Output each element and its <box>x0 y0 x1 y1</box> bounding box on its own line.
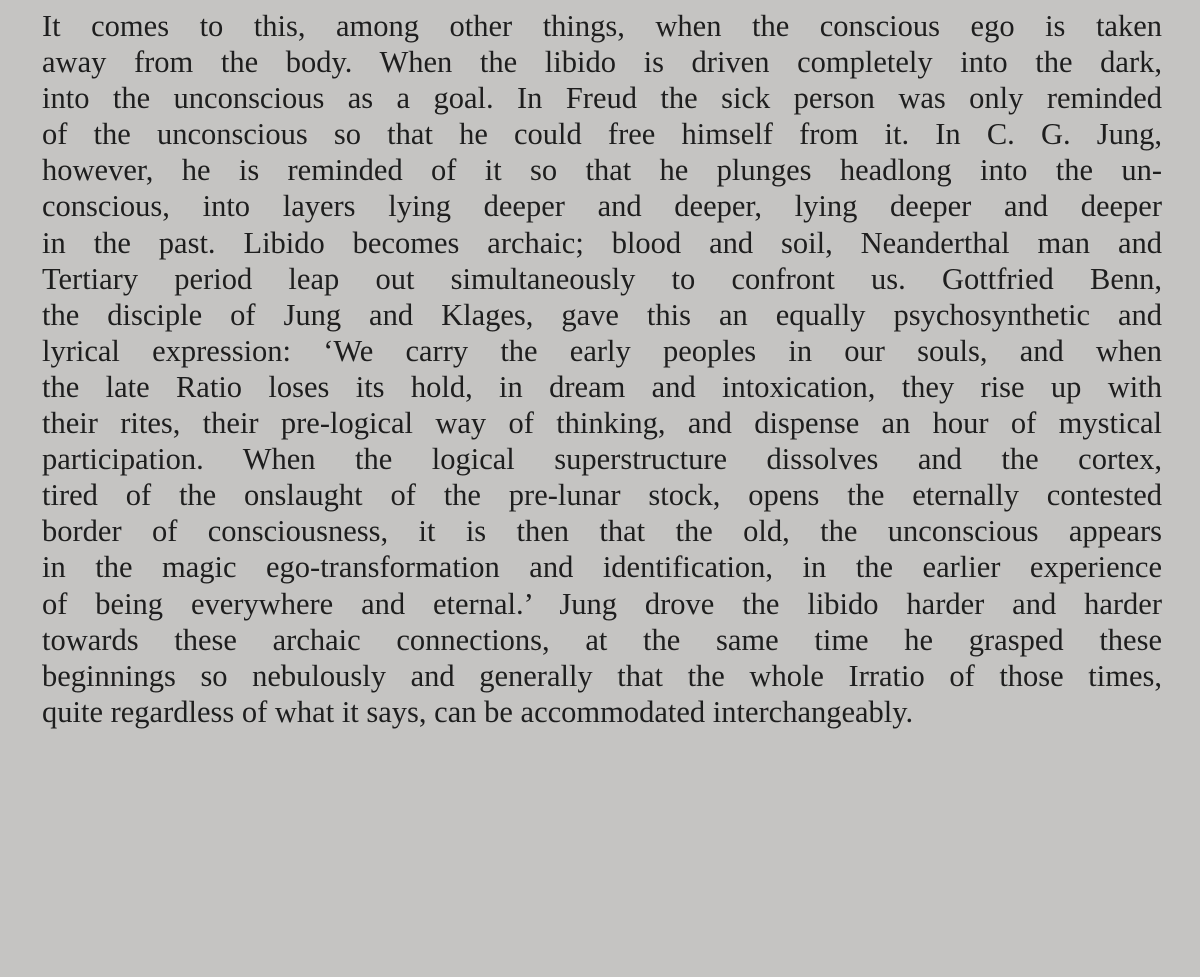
text-line-9: the disciple of Jung and Klages, gave this an equally psychosynthetic and <box>42 297 1162 332</box>
text-line-3: into the unconscious as a goal. In Freud the sick person was only reminded <box>42 81 1162 116</box>
text-line-14: tired of the onslaught of the pre-lunar stock, opens the eternally contested <box>42 478 1162 513</box>
text-line-8: Tertiary period leap out simultaneously to confront us. Gottfried Benn, <box>42 261 1162 296</box>
text-line-4: of the unconscious so that he could free himself from it. In C. G. Jung, <box>42 117 1162 152</box>
text-line-11: the late Ratio loses its hold, in dream and intoxication, they rise up with <box>42 369 1162 404</box>
text-line-15: border of consciousness, it is then that the old, the unconscious appears <box>42 514 1162 549</box>
text-line-2: away from the body. When the libido is driven completely into the dark, <box>42 45 1162 80</box>
body-paragraph <box>42 8 1162 730</box>
text-line-17: of being everywhere and eternal.’ Jung drove the libido harder and harder <box>42 586 1162 621</box>
text-line-5: however, he is reminded of it so that he plunges headlong into the un- <box>42 153 1162 188</box>
text-line-12: their rites, their pre-logical way of thinking, and dispense an hour of mystical <box>42 406 1162 441</box>
text-line-16: in the magic ego-transformation and identification, in the earlier experience <box>42 550 1162 585</box>
text-line-18: towards these archaic connections, at the same time he grasped these <box>42 622 1162 657</box>
text-line-1: It comes to this, among other things, when the conscious ego is taken <box>42 9 1162 43</box>
text-line-7: in the past. Libido becomes archaic; blood and soil, Neanderthal man and <box>42 225 1162 260</box>
text-line-19: beginnings so nebulously and generally that the whole Irratio of those times, <box>42 658 1162 693</box>
text-line-13: participation. When the logical superstructure dissolves and the cortex, <box>42 442 1162 477</box>
text-line-6: conscious, into layers lying deeper and deeper, lying deeper and deeper <box>42 189 1162 224</box>
text-line-20: quite regardless of what it says, can be accommodated interchangeably. <box>42 694 914 729</box>
text-line-10: lyrical expression: ‘We carry the early peoples in our souls, and when <box>42 333 1162 368</box>
